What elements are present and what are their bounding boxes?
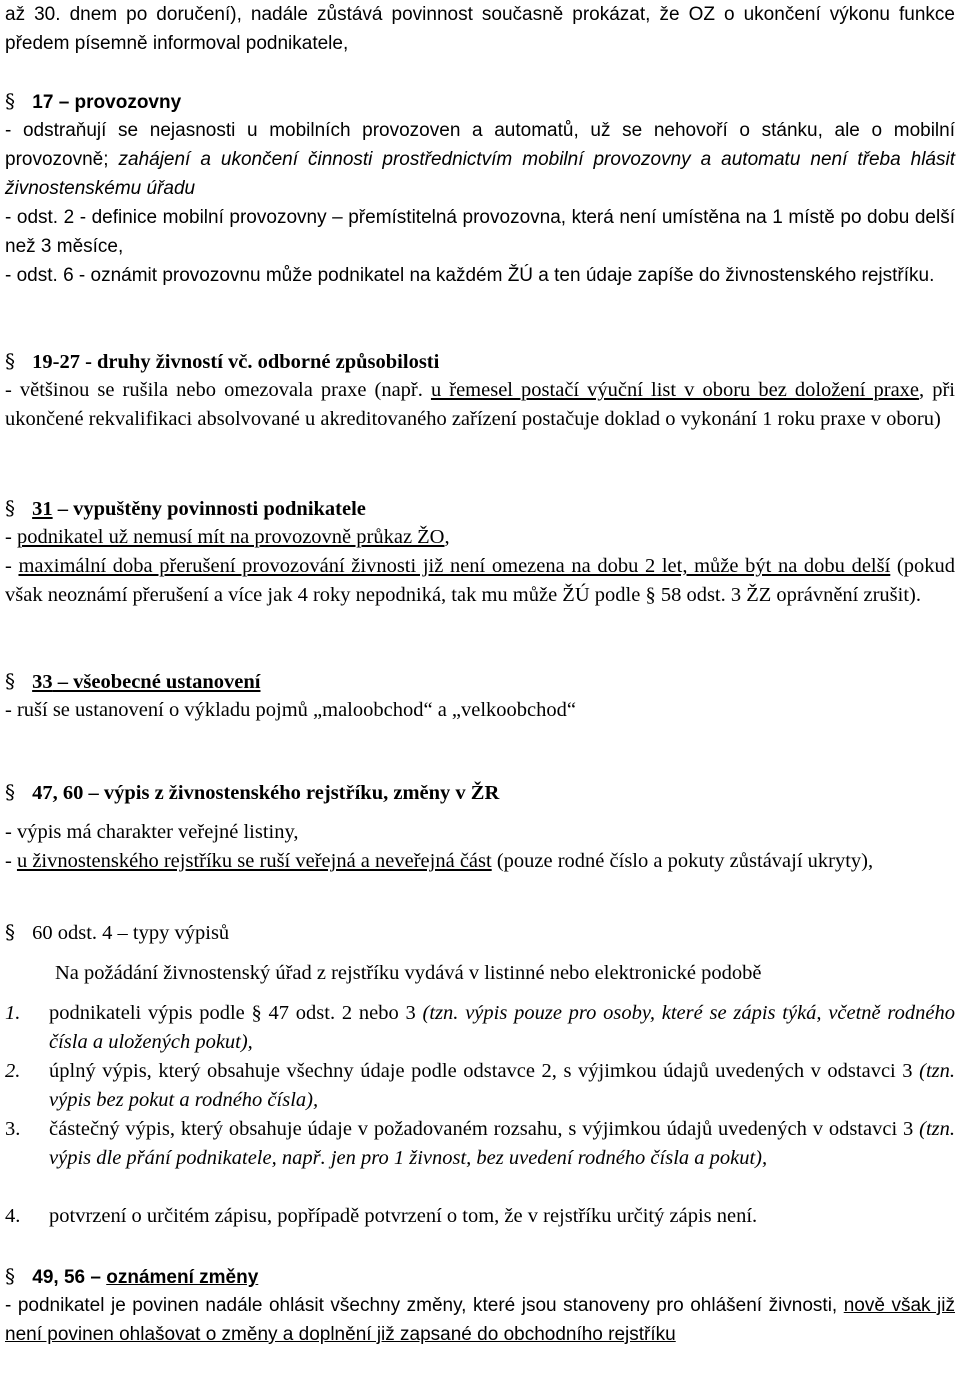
paragraph-text: - odstraňují se nejasnosti u mobilních provozoven a automatů, už se nehovoří o stánku, ale o mobilní provozovně; (5, 120, 955, 170)
paragraph-31-2 (5, 552, 955, 610)
paragraph-text: , při ukončené rekvalifikaci absolvované u akreditovaného zařízení postačuje doklad o vykonání 1 roku praxe v oboru) (5, 379, 956, 430)
section-symbol-icon: § (5, 89, 15, 113)
section-symbol-icon: § (645, 584, 656, 606)
list-text: 47 odst. 2 nebo 3 (261, 1002, 423, 1024)
paragraph-text: - většinou se rušila nebo omezovala praxe (např. (5, 379, 431, 401)
paragraph-text: - (5, 850, 17, 872)
subheading-text: 60 odst. 4 – typy výpisů (32, 922, 230, 944)
section-number: 49, 56 (32, 1267, 86, 1288)
section-symbol-icon: § (5, 669, 15, 693)
paragraph-text: až 30. dnem po doručení), nadále zůstává povinnost současně prokázat, že OZ o ukončení výkonu funkce předem písemně informoval podnikatele, (5, 4, 955, 54)
underlined-text: u živnostenského rejstříku se ruší veřejná a neveřejná část (16, 850, 492, 872)
paragraph-text: - podnikatel je povinen nadále ohlásit všechny změny, které jsou stanoveny pro ohlášení živnosti, (5, 1295, 844, 1316)
section-number: 17 (32, 92, 54, 113)
list-text: potvrzení o určitém zápisu, popřípadě potvrzení o tom, že v rejstříku určitý zápis není. (49, 1205, 758, 1227)
paragraph-text: , (444, 526, 450, 548)
paragraph-text: Na požádání živnostenský úřad z rejstříku vydává v listinné nebo elektronické podobě (55, 962, 762, 984)
paragraph-47-2 (5, 847, 895, 876)
paragraph-31-1 (5, 523, 955, 552)
underlined-text: maximální doba přerušení provozování živnosti již není omezena na dobu 2 let, může být na dobu delší (18, 555, 891, 577)
paragraph-s30-end (5, 0, 955, 58)
list-text: úplný výpis, který obsahuje všechny údaje podle odstavce 2, s výjimkou údajů uvedených v odstavci 3 (49, 1060, 920, 1082)
paragraph-33-1 (5, 696, 955, 725)
paragraph-text: - (5, 526, 17, 548)
list-item (5, 1115, 955, 1202)
section-number: 33 (32, 671, 53, 693)
paragraph-text: - ruší se ustanovení o výkladu pojmů „maloobchod“ a „velkoobchod“ (5, 699, 577, 721)
section-symbol-icon: § (5, 920, 15, 944)
heading-dash: – (85, 1267, 107, 1288)
section-title: oznámení změny (106, 1267, 259, 1288)
list-item (5, 1057, 955, 1115)
paragraph-17-3 (5, 261, 955, 290)
paragraph-47-1 (5, 818, 955, 847)
section-symbol-icon: § (5, 349, 15, 373)
paragraph-text: - (5, 555, 19, 577)
paragraph-text: 58 odst. 3 ŽZ oprávnění zrušit). (655, 584, 921, 606)
list-item (5, 999, 955, 1057)
section-heading-19-27 (5, 347, 439, 377)
section-title: 19-27 - druhy živností vč. odborné způsobilosti (32, 351, 440, 373)
underlined-text: u řemesel postačí výuční list v oboru bez doložení praxe (430, 379, 920, 401)
section-heading-31 (5, 494, 366, 524)
list-text: částečný výpis, který obsahuje údaje v požadovaném rozsahu, s výjimkou údajů uvedených v odstavci 3 (49, 1118, 920, 1140)
list-number: 2. (5, 1060, 21, 1082)
list-text: podnikateli výpis podle (49, 1002, 252, 1024)
emphasis-text: zahájení a ukončení činnosti prostřednictvím mobilní provozovny a automatu není třeba hlásit živnostenskému úřadu (5, 149, 955, 199)
underlined-text: nově však již není povinen ohlašovat o změny a doplnění již zapsané do obchodního rejstříku (5, 1295, 955, 1345)
paragraph-17-2 (5, 203, 955, 261)
underlined-text: podnikatel už nemusí mít na provozovně průkaz ŽO (16, 526, 445, 548)
paragraph-19-1 (5, 376, 955, 434)
list-note: (tzn. výpis dle přání podnikatele, např. jen pro 1 živnost, bez uvedení rodného čísla a pokut), (49, 1118, 955, 1169)
section-heading-47-60 (5, 778, 499, 808)
section-symbol-icon: § (5, 780, 15, 804)
list-number: 3. (5, 1118, 21, 1140)
list-number: 4. (5, 1205, 21, 1227)
paragraph-text: - odst. 6 - oznámit provozovnu může podnikatel na každém ŽÚ a ten údaje zapíše do živnostenského rejstříku. (5, 265, 935, 286)
section-title: provozovny (74, 92, 182, 113)
section-heading-33 (5, 667, 260, 697)
section-title: 47, 60 – výpis z živnostenského rejstříku, změny v ŽR (32, 782, 500, 804)
subheading-60-4 (5, 918, 229, 948)
paragraph-60-intro (55, 959, 761, 988)
section-heading-17 (5, 87, 181, 117)
section-title: – všeobecné ustanovení (52, 671, 261, 693)
paragraph-text: - výpis má charakter veřejné listiny, (5, 821, 299, 843)
list-note: (tzn. výpis bez pokut a rodného čísla), (49, 1060, 955, 1111)
section-symbol-icon: § (5, 1264, 15, 1288)
section-symbol-icon: § (5, 496, 15, 520)
paragraph-text: (pokud však neoznámí přerušení a více jak 4 roky nepodniká, tak mu může ŽÚ podle (5, 555, 956, 606)
list-note: (tzn. výpis pouze pro osoby, které se zápis týká, včetně rodného čísla a uložených pokut), (49, 1002, 955, 1053)
extract-type-list (5, 999, 955, 1231)
paragraph-17-1 (5, 116, 955, 203)
heading-dash: – (53, 92, 75, 113)
section-number: 31 (32, 498, 53, 520)
section-symbol-icon: § (251, 1002, 262, 1024)
paragraph-49-1 (5, 1291, 955, 1349)
list-number: 1. (5, 1002, 21, 1024)
paragraph-text: (pouze rodné číslo a pokuty zůstávají ukryty), (491, 850, 874, 872)
section-heading-49-56 (5, 1262, 258, 1292)
paragraph-text: - odst. 2 - definice mobilní provozovny – přemístitelná provozovna, která není umístěna na 1 místě po dobu delší než 3 měsíce, (5, 207, 955, 257)
section-title: – vypuštěny povinnosti podnikatele (52, 498, 366, 520)
list-item (5, 1202, 955, 1231)
